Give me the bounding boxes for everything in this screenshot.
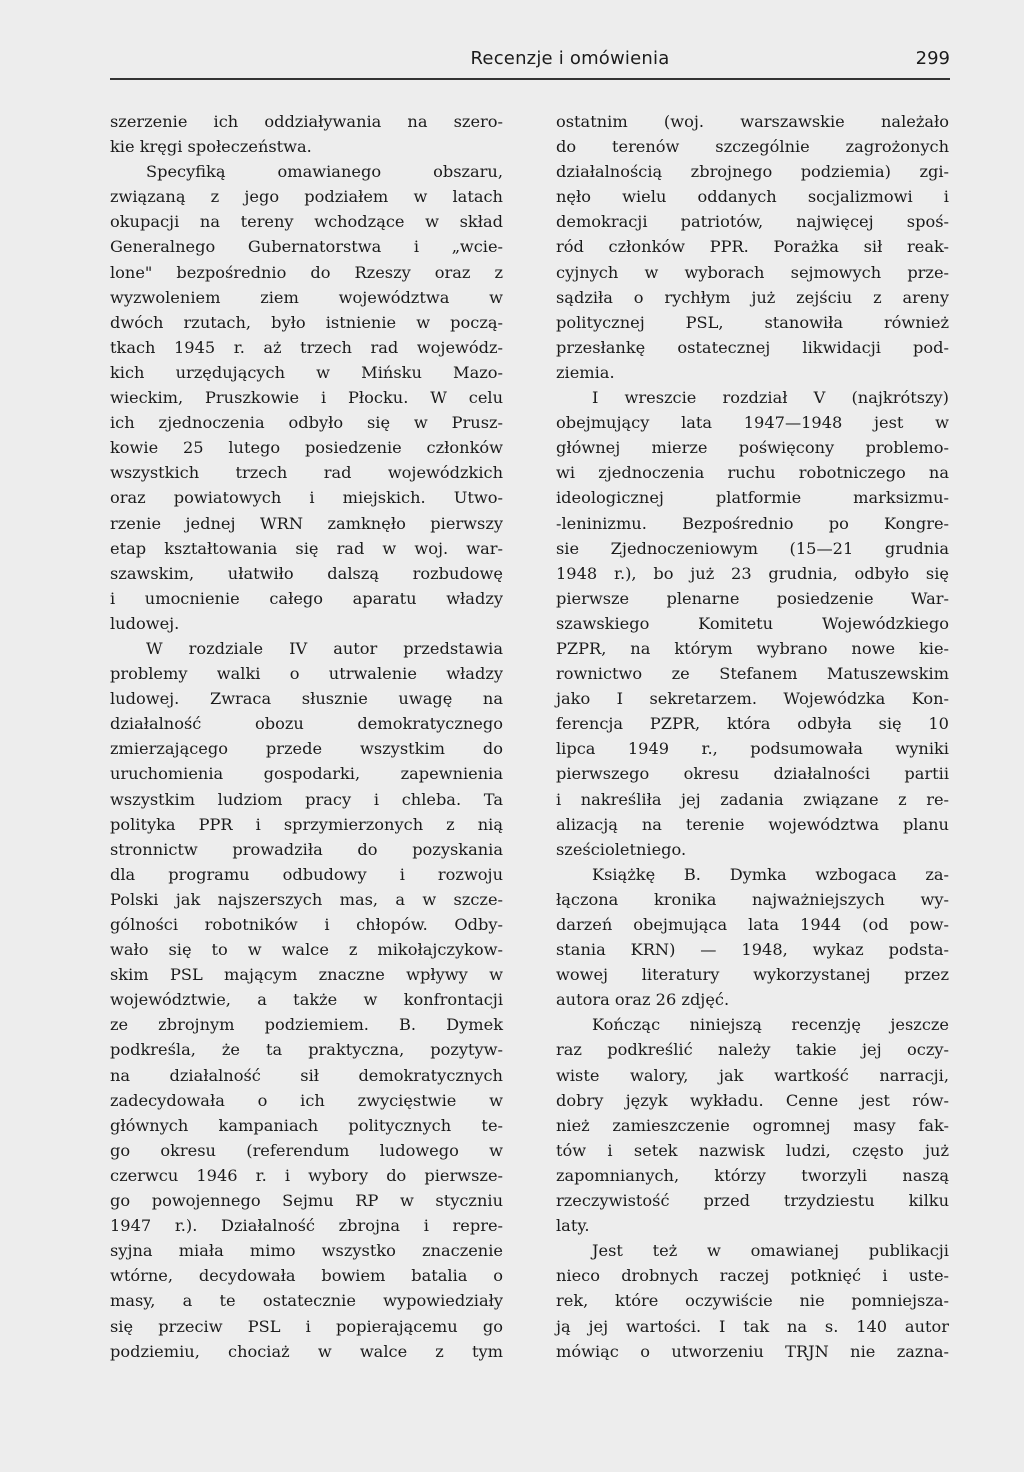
text-line: ludowej. Zwraca słusznie uwagę na <box>110 689 503 709</box>
text-line: uruchomienia gospodarki, zapewnienia <box>110 764 503 784</box>
text-line: gólności robotników i chłopów. Odby- <box>110 915 503 934</box>
text-line: go okresu (referendum ludowego w <box>110 1140 503 1160</box>
text-line: wało się to w walce z mikołajczykow- <box>110 940 503 960</box>
text-line: okupacji na tereny wchodzące w skład <box>110 212 503 232</box>
text-line: wtórne, decydowała bowiem batalia o <box>110 1266 503 1286</box>
text-line: działalność obozu demokratycznego <box>110 714 503 734</box>
text-line: ze zbrojnym podziemiem. B. Dymek <box>110 1015 503 1035</box>
right-text-column <box>556 109 949 1364</box>
text-line: demokracji patriotów, najwięcej spoś- <box>556 212 949 232</box>
text-line: głównej mierze poświęcony problemo- <box>556 438 949 458</box>
text-line: Książkę B. Dymka wzbogaca za- <box>592 864 949 884</box>
text-line: przesłankę ostatecznej likwidacji pod- <box>556 337 949 357</box>
text-line: pierwsze plenarne posiedzenie War- <box>556 588 949 608</box>
text-line: kich urzędujących w Mińsku Mazo- <box>110 362 503 382</box>
text-line: nęło wielu oddanych socjalizmowi i <box>556 187 949 207</box>
text-line: zadecydowała o ich zwycięstwie w <box>110 1090 503 1110</box>
text-line: oraz powiatowych i miejskich. Utwo- <box>110 488 503 508</box>
text-line: podziemiu, chociaż w walce z tym <box>110 1341 503 1361</box>
text-line: sądziła o rychłym już zejściu z areny <box>556 287 949 307</box>
text-line: raz podkreślić należy takie jej oczy- <box>556 1040 949 1060</box>
text-line: sie Zjednoczeniowym (15—21 grudnia <box>556 538 949 558</box>
text-line: problemy walki o utrwalenie władzy <box>110 664 503 684</box>
text-line: Generalnego Gubernatorstwa i „wciе- <box>110 237 503 257</box>
text-line: mówiąc o utworzeniu TRJN nie zazna- <box>556 1341 949 1361</box>
text-line: szawskim, ułatwiło dalszą rozbudowę <box>110 563 503 583</box>
text-line: autora oraz 26 zdjęć. <box>556 990 730 1010</box>
text-line: czerwcu 1946 r. i wybory do pierwsze- <box>110 1165 503 1185</box>
text-line: skim PSL mającym znaczne wpływy w <box>110 965 503 985</box>
text-line: łączona kronika najważniejszych wy- <box>556 889 949 909</box>
text-line: podkreśla, że ta praktyczna, pozytyw- <box>110 1040 503 1060</box>
text-line: zapomnianych, którzy tworzyli naszą <box>556 1165 949 1185</box>
text-line: stania KRN) — 1948, wykaz podsta- <box>556 940 949 960</box>
text-line: ich zjednoczenia odbyło się w Prusz- <box>110 413 503 433</box>
text-line: W rozdziale IV autor przedstawia <box>146 638 503 658</box>
text-line: działalnością zbrojnego podziemia) zgi- <box>556 162 949 182</box>
text-line: rzenie jednej WRN zamknęło pierwszy <box>110 513 503 533</box>
text-line: lone" bezpośrednio do Rzeszy oraz z <box>110 262 503 282</box>
text-line: ferencja PZPR, która odbyła się 10 <box>556 714 949 734</box>
text-line: ideologicznej platformie marksizmu- <box>556 488 949 508</box>
text-line: 1948 r.), bo już 23 grudnia, odbyło się <box>556 563 949 583</box>
text-line: wowej literatury wykorzystanej przez <box>556 965 949 985</box>
text-line: I wreszcie rozdział V (najkrótszy) <box>592 388 949 408</box>
text-line: pierwszego okresu działalności partii <box>556 764 949 784</box>
text-line: wi zjednoczenia ruchu robotniczego na <box>556 463 949 483</box>
text-line: i nakreśliła jej zadania związane z re- <box>556 789 949 809</box>
text-line: -leninizmu. Bezpośrednio po Kongre- <box>556 513 949 533</box>
text-line: 1947 r.). Działalność zbrojna i repre- <box>110 1216 503 1236</box>
text-line: wieckim, Pruszkowie i Płocku. W celu <box>110 388 503 408</box>
text-line: ją jej wartości. I tak na s. 140 autor <box>556 1316 949 1336</box>
text-line: zmierzającego przede wszystkim do <box>110 739 503 759</box>
section-title: Recenzje i omówienia <box>470 48 670 69</box>
text-line: wiste walory, jak wartkość narracji, <box>556 1065 949 1085</box>
text-line: polityka PPR i sprzymierzonych z nią <box>110 814 503 834</box>
text-line: rownictwo ze Stefanem Matuszewskim <box>556 664 949 684</box>
text-line: ostatnim (woj. warszawskie należało <box>556 112 949 131</box>
text-line: Kończąc niniejszą recenzję jeszcze <box>592 1015 949 1035</box>
text-line: tów i setek nazwisk ludzi, często już <box>556 1140 949 1160</box>
text-line: politycznej PSL, stanowiła również <box>556 312 949 332</box>
text-line: nieco drobnych raczej potknięć i uste- <box>556 1266 949 1286</box>
text-line: masy, a te ostatecznie wypowiedziały <box>110 1291 503 1311</box>
text-line: etap kształtowania się rad w woj. war- <box>110 538 503 558</box>
text-line: rzeczywistość przed trzydziestu kilku <box>556 1191 949 1211</box>
text-line: darzeń obejmująca lata 1944 (od pow- <box>556 915 949 934</box>
page-number: 299 <box>915 48 950 69</box>
text-line: ludowej. <box>110 613 180 633</box>
left-text-column <box>110 109 503 1364</box>
text-line: dwóch rzutach, było istnienie w począ- <box>110 312 503 332</box>
text-line: na działalność sił demokratycznych <box>110 1065 503 1085</box>
text-line: do terenów szczególnie zagrożonych <box>556 137 949 157</box>
text-line: szawskiego Komitetu Wojewódzkiego <box>556 613 949 633</box>
text-line: głównych kampaniach politycznych te- <box>110 1115 503 1135</box>
text-line: go powojennego Sejmu RP w styczniu <box>110 1191 503 1211</box>
text-line: jako I sekretarzem. Wojewódzka Kon- <box>556 689 949 709</box>
text-line: ziemia. <box>556 362 615 382</box>
text-line: kie kręgi społeczeństwa. <box>110 137 312 157</box>
text-line: szerzenie ich oddziaływania na szero- <box>110 112 503 131</box>
text-line: obejmujący lata 1947—1948 jest w <box>556 413 949 433</box>
text-line: i umocnienie całego aparatu władzy <box>110 588 503 608</box>
text-line: się przeciw PSL i popierającemu go <box>110 1316 503 1336</box>
text-line: sześcioletniego. <box>556 839 687 859</box>
text-line: rek, które oczywiście nie pomniejsza- <box>556 1291 949 1311</box>
running-header <box>110 48 950 80</box>
text-line: ród członków PPR. Porażka sił reak- <box>556 237 949 257</box>
text-line: syjna miała mimo wszystko znaczenie <box>110 1241 503 1261</box>
text-line: stronnictw prowadziła do pozyskania <box>110 839 503 859</box>
text-line: nież zamieszczenie ogromnej masy fak- <box>556 1115 949 1135</box>
text-line: lipca 1949 r., podsumowała wyniki <box>556 739 949 759</box>
text-line: Specyfiką omawianego obszaru, <box>146 162 503 182</box>
text-line: wszystkim ludziom pracy i chleba. Ta <box>110 789 503 809</box>
text-line: laty. <box>556 1216 590 1236</box>
text-line: tkach 1945 r. aż trzech rad wojewódz- <box>110 337 503 357</box>
text-line: Jest też w omawianej publikacji <box>592 1241 949 1261</box>
text-line: dobry język wykładu. Cenne jest rów- <box>556 1090 949 1110</box>
text-line: wyzwoleniem ziem województwa w <box>110 287 503 307</box>
text-line: województwie, a także w konfrontacji <box>110 990 503 1010</box>
text-line: związaną z jego podziałem w latach <box>110 187 503 207</box>
text-line: alizacją na terenie województwa planu <box>556 814 949 834</box>
text-line: cyjnych w wyborach sejmowych prze- <box>556 262 949 282</box>
text-line: Polski jak najszerszych mas, a w szcze- <box>110 889 503 909</box>
text-line: dla programu odbudowy i rozwoju <box>110 864 503 884</box>
text-line: kowie 25 lutego posiedzenie członków <box>110 438 503 458</box>
text-line: PZPR, na którym wybrano nowe kie- <box>556 638 949 658</box>
text-line: wszystkich trzech rad wojewódzkich <box>110 463 503 483</box>
